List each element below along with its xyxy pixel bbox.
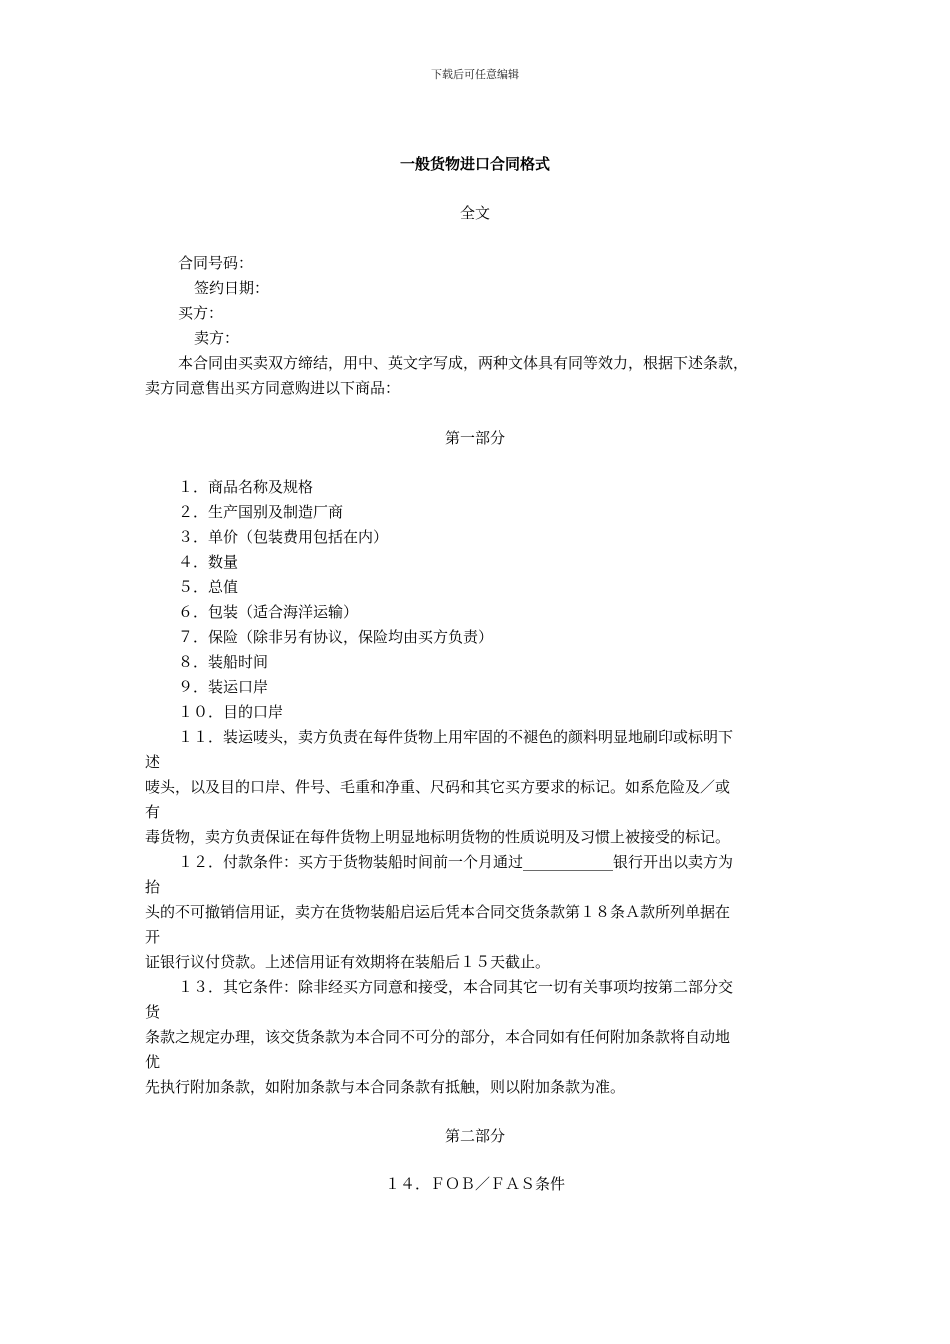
clause-13-line: 货: [145, 1003, 161, 1021]
clause-12-line: 头的不可撤销信用证，卖方在货物装船启运后凭本合同交货条款第１８条Ａ款所列单据在: [145, 903, 731, 921]
seller-field: 卖方：: [194, 329, 240, 347]
clause-11-line: 述: [145, 753, 161, 771]
part-one-heading: 第一部分: [444, 429, 505, 447]
intro-line: 卖方同意售出买方同意购进以下商品：: [145, 379, 401, 397]
clause-13-line: 优: [145, 1053, 161, 1071]
part-two-heading: 第二部分: [444, 1127, 505, 1145]
item-line: ２．生产国别及制造厂商: [178, 503, 344, 521]
clause-11-line: １１．装运唛头，卖方负责在每件货物上用牢固的不褪色的颜料明显地刷印或标明下: [178, 728, 734, 746]
item-line: ８．装船时间: [178, 653, 269, 671]
item-line: １．商品名称及规格: [178, 478, 314, 496]
item-line: ７．保险（除非另有协议，保险均由买方负责）: [178, 628, 494, 646]
clause-14-heading: １４．ＦＯＢ／ＦＡＳ条件: [384, 1175, 565, 1193]
document-subtitle: 全文: [459, 204, 490, 222]
download-note: 下载后可任意编辑: [431, 68, 519, 81]
sign-date-field: 签约日期：: [194, 279, 270, 297]
intro-line: 本合同由买卖双方缔结，用中、英文字写成，两种文体具有同等效力，根据下述条款，: [178, 354, 749, 372]
clause-11-line: 毒货物，卖方负责保证在每件货物上明显地标明货物的性质说明及习惯上被接受的标记。: [145, 828, 731, 846]
buyer-field: 买方：: [178, 304, 224, 322]
item-line: ６．包装（适合海洋运输）: [178, 603, 359, 621]
document-title: 一般货物进口合同格式: [399, 155, 550, 173]
contract-number-field: 合同号码：: [178, 254, 254, 272]
clause-12-line: 抬: [145, 878, 161, 896]
item-line: ３．单价（包装费用包括在内）: [178, 528, 389, 546]
clause-12-line: 开: [145, 928, 161, 946]
clause-13-line: 先执行附加条款，如附加条款与本合同条款有抵触，则以附加条款为准。: [145, 1078, 626, 1096]
item-line: １０．目的口岸: [178, 703, 284, 721]
clause-12-line: １２．付款条件：买方于货物装船时间前一个月通过____________银行开出以卖方为: [178, 853, 734, 871]
item-line: ５．总值: [178, 578, 239, 596]
clause-13-line: 条款之规定办理，该交货条款为本合同不可分的部分，本合同如有任何附加条款将自动地: [145, 1028, 731, 1046]
item-line: ９．装运口岸: [178, 678, 269, 696]
clause-11-line: 唛头，以及目的口岸、件号、毛重和净重、尺码和其它买方要求的标记。如系危险及／或: [145, 778, 731, 796]
clause-12-line: 证银行议付贷款。上述信用证有效期将在装船后１５天截止。: [145, 953, 551, 971]
item-line: ４．数量: [178, 553, 239, 571]
clause-11-line: 有: [145, 803, 161, 821]
clause-13-line: １３．其它条件：除非经买方同意和接受，本合同其它一切有关事项均按第二部分交: [178, 978, 734, 996]
